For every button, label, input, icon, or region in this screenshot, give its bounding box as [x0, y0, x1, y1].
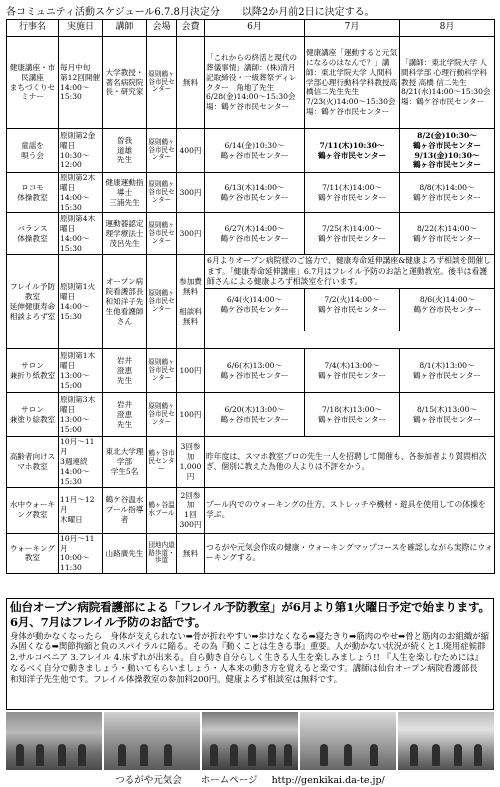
- table-row: [7, 37, 495, 129]
- column-header: 会場: [147, 20, 177, 37]
- month-aug-cell: 8/22(木)14:00～ 鶴ケ谷市民センター: [400, 213, 495, 255]
- event-day-cell: 原則第4木曜日 14:00～ 15:30: [59, 213, 103, 255]
- column-header: 7月: [305, 20, 400, 37]
- month-jun-cell: 6/20(木)13:00～ 鶴ヶ谷市民センター: [205, 393, 305, 437]
- table-row: [7, 349, 495, 393]
- column-header: 実施日: [59, 20, 103, 37]
- event-day-cell: 11月～12月 木曜日: [59, 487, 103, 533]
- venue-cell: 鶴ヶ谷温水プール: [147, 487, 177, 533]
- activity-photo: [398, 712, 494, 770]
- fee-cell: 400円: [177, 129, 205, 173]
- month-aug-cell: 8/2(金)10:30～ 鶴ヶ谷市民センター 9/13(金)10:30～ 鶴ヶ谷市民センター: [400, 129, 495, 173]
- monthly-schedule-cell: [205, 255, 495, 349]
- month-jul-cell: 7/25(木)14:00～ 鶴ケ谷市民センター: [305, 213, 400, 255]
- event-name-cell: サロン 兼折り紙教室: [7, 349, 59, 393]
- column-header: 会費: [177, 20, 205, 37]
- month-jun-cell: 「これからの終活と現代の葬儀事情」講師：(株)清月記取締役・一級葬祭ディレクター 角地了先生 6/28(金)14:00～15:30会場：鶴ケ谷市民センター: [205, 37, 305, 129]
- month-jul-cell: 7/11(木)14:00～ 鶴ケ谷市民センター: [305, 173, 400, 213]
- announcement-title: 仙台オープン病院看護部による「フレイル予防教室」が6月より第1火曜日予定で始まります。6月、7月はフレイル予防のお話です。: [10, 600, 490, 630]
- event-name-cell: 水中ウォーキング教室: [7, 487, 59, 533]
- event-name-cell: サロン 兼塗り絵教室: [7, 393, 59, 437]
- page-title: 各コミュニティ活動スケジュール6.7.8月決定分: [6, 7, 220, 18]
- activity-photo: [104, 712, 200, 770]
- event-name-cell: ロコモ 体操教室: [7, 173, 59, 213]
- announcement-body: 身体が動かなくなったら 身体が支えられない➡骨が折れやすい➡歩けなくなる➡寝たきり➡筋肉のやせ➡骨と筋肉のお組織が縮み固くなる➡関節拘縮と負のスパイラルに陥る。その為『動くことは生きる事』重要。人が動かない状況が続くと1.廃用症候群2.サルコペニア 3.フレイル 4.床ずれが出来る。自ら動き自分らしく生きる人生を楽しみましょう!! 『人生を楽しむためには』なるべく自分で動きましょう・動いてもらいましょう・人本来の動き方を覚えると楽です。講師は仙台オープン病院看護部長 和知洋子先生他です。フレイル体操教室の参加料200円。健康よろず相談室は無料です。: [10, 630, 489, 684]
- venue-cell: 原則鶴ヶ谷市民センター: [147, 349, 177, 393]
- column-header: 行事名: [7, 20, 59, 37]
- event-name-cell: 童謡を 唄う会: [7, 129, 59, 173]
- table-row: [7, 255, 495, 349]
- table-row: [7, 533, 495, 573]
- program-note-cell: 昨年度は、スマホ教室プロの先生一人を招聘して開催も、各参加者より質問相次ぎ、個別に教えた為他の人よりは不評をかう。: [205, 437, 495, 487]
- month-aug-cell: 8/15(木)13:00～ 鶴ヶ谷市民センター: [400, 393, 495, 437]
- event-name-cell: バランス 体操教室: [7, 213, 59, 255]
- venue-cell: 原則鶴ヶ谷市民センター: [147, 255, 177, 349]
- instructor-cell: 岩井 澄恵 先生: [103, 349, 147, 393]
- fee-cell: 100円: [177, 349, 205, 393]
- program-note: 6月よりオープン病院様のご協力で、健康寿命延伸講座&健康よろず相談を開催します。「健康寿命延伸講座」6.7月はフレイル予防のお話と運動教室。後半は看護師さんによる健康よろず相談室を行います。: [205, 255, 494, 288]
- table-row: [7, 129, 495, 173]
- event-day-cell: 原則第2木曜日 14:00～ 15:30: [59, 173, 103, 213]
- instructor-cell: 岩井 澄恵 先生: [103, 393, 147, 437]
- event-day-cell: 原則第2金曜日 10:30～ 12:00: [59, 129, 103, 173]
- column-header: 講師: [103, 20, 147, 37]
- event-name-cell: フレイル予防教室 延伸健康寿命 相談よろず室: [7, 255, 59, 349]
- month-aug-cell: 「講師：東北学院大学 人間科学部 心理行動科学科 教授 高橋 信二先生 8/21(水)14:00～15:30会場：鶴ケ谷市民センター: [400, 37, 495, 129]
- activity-photo: [6, 712, 102, 770]
- table-row: [7, 487, 495, 533]
- fee-cell: 300円: [177, 173, 205, 213]
- month-jun-cell: 6/14(金)10:30～ 鶴ヶ谷市民センター: [205, 129, 305, 173]
- month-jun-cell: 6/4(火)14:00～ 鶴ケ谷市民センター: [205, 289, 305, 331]
- month-jul-cell: 7/2(火)14:00～ 鶴ケ谷市民センター: [305, 289, 400, 331]
- schedule-header: [6, 3, 375, 18]
- venue-cell: 原則鶴ヶ谷市民センター: [147, 37, 177, 129]
- page-footer: [0, 772, 500, 786]
- event-name-cell: 健康講座・市民講座 まちづくりセミナー: [7, 37, 59, 129]
- event-day-cell: 原則第3木曜日 13:00～ 15:00: [59, 393, 103, 437]
- activity-photo: [202, 712, 298, 770]
- instructor-cell: 山路廣先生: [103, 533, 147, 573]
- fee-cell: 100円: [177, 393, 205, 437]
- program-note-cell: プール内でのウォーキングの仕方、ストレッチや機材・遊具を使用しての体操を学ぶ。: [205, 487, 495, 533]
- program-note-cell: つるがや元気会作成の健康・ウォーキングマップコースを確認しながら実際にウォーキングする。: [205, 533, 495, 573]
- venue-cell: 原則鶴ヶ谷市民センター: [147, 213, 177, 255]
- instructor-cell: 健康運動指導士 三浦先生: [103, 173, 147, 213]
- column-header: 6月: [205, 20, 305, 37]
- column-header: 8月: [400, 20, 495, 37]
- instructor-cell: 鶴ケ谷温水プール指導者: [103, 487, 147, 533]
- table-row: [7, 437, 495, 487]
- month-jul-cell: 7/18(木)13:00～ 鶴ヶ谷市民センター: [305, 393, 400, 437]
- venue-cell: 原則鶴ヶ谷市民センター: [147, 129, 177, 173]
- month-jun-cell: 6/6(木)13:00～ 鶴ヶ谷市民センター: [205, 349, 305, 393]
- event-day-cell: 10月～11月 3週連続 14:00～ 15:30: [59, 437, 103, 487]
- decision-note: 以降2か月前2日に決定する。: [241, 7, 375, 18]
- table-row: [7, 393, 495, 437]
- event-day-cell: 原則第1火曜日 14:00～ 15:30: [59, 255, 103, 349]
- fee-cell: 無料: [177, 533, 205, 573]
- instructor-cell: 運動器認定理学療法士 茂呂先生: [103, 213, 147, 255]
- month-aug-cell: 8/1(木)13:00～ 鶴ヶ谷市民センター: [400, 349, 495, 393]
- venue-cell: 原則鶴ヶ谷市民センター: [147, 173, 177, 213]
- activity-photo-strip: [6, 712, 494, 770]
- month-jul-cell: 健康講座「運動すると元気になるのはなんで？」講師：東北学院大学 人間科学部心理行動科学科教授高橋信二先生先生7/23(火)14:00～15:30会場：鶴ケ谷市民センター: [305, 37, 400, 129]
- fee-cell: 300円: [177, 213, 205, 255]
- schedule-table: [6, 19, 495, 574]
- activity-photo: [300, 712, 396, 770]
- venue-cell: 原則鶴ヶ谷市民センター: [147, 393, 177, 437]
- fee-cell: 3回参加 1,000円: [177, 437, 205, 487]
- event-name-cell: 高齢者向けスマホ教室: [7, 437, 59, 487]
- venue-cell: 団地内道路歩道・歩道: [147, 533, 177, 573]
- event-name-cell: ウォーキング教室: [7, 533, 59, 573]
- homepage-link[interactable]: http://genkikai.da-te.jp/: [271, 775, 385, 786]
- month-jul-cell: 7/4(木)13:00～ 鶴ヶ谷市民センター: [305, 349, 400, 393]
- table-header-row: [7, 20, 495, 37]
- table-row: [7, 213, 495, 255]
- month-aug-cell: 8/8(木)14:00～ 鶴ケ谷市民センター: [400, 173, 495, 213]
- event-day-cell: 毎月中旬 第12回開催 14:00～ 15:30: [59, 37, 103, 129]
- fee-cell: 参加費無料 相談料無料: [177, 255, 205, 349]
- fee-cell: 2回参加 1回300円: [177, 487, 205, 533]
- event-day-cell: 原則第1木曜日 13:00～ 15:00: [59, 349, 103, 393]
- instructor-cell: 大学教授・著名病院院長・研究家: [103, 37, 147, 129]
- month-jun-cell: 6/13(木)14:00～ 鶴ケ谷市民センター: [205, 173, 305, 213]
- instructor-cell: 曽我 道雄 先生: [103, 129, 147, 173]
- month-jul-cell: 7/11(木)10:30～ 鶴ヶ谷市民センター: [305, 129, 400, 173]
- table-row: [7, 173, 495, 213]
- instructor-cell: オープン病院看護部長和知洋子先生他看護師さん: [103, 255, 147, 349]
- fee-cell: 無料: [177, 37, 205, 129]
- venue-cell: 鶴ヶ谷市民センター: [147, 437, 177, 487]
- frailty-class-announcement: [6, 598, 494, 710]
- footer-org: つるがや元気会 ホームページ: [115, 775, 258, 786]
- instructor-cell: 東北大学理学部 学生5名: [103, 437, 147, 487]
- month-jun-cell: 6/27(木)14:00～ 鶴ケ谷市民センター: [205, 213, 305, 255]
- event-day-cell: 10月～11月 10:00～ 11:30: [59, 533, 103, 573]
- month-aug-cell: 8/6(火)14:00～ 鶴ケ谷市民センター: [413, 294, 482, 314]
